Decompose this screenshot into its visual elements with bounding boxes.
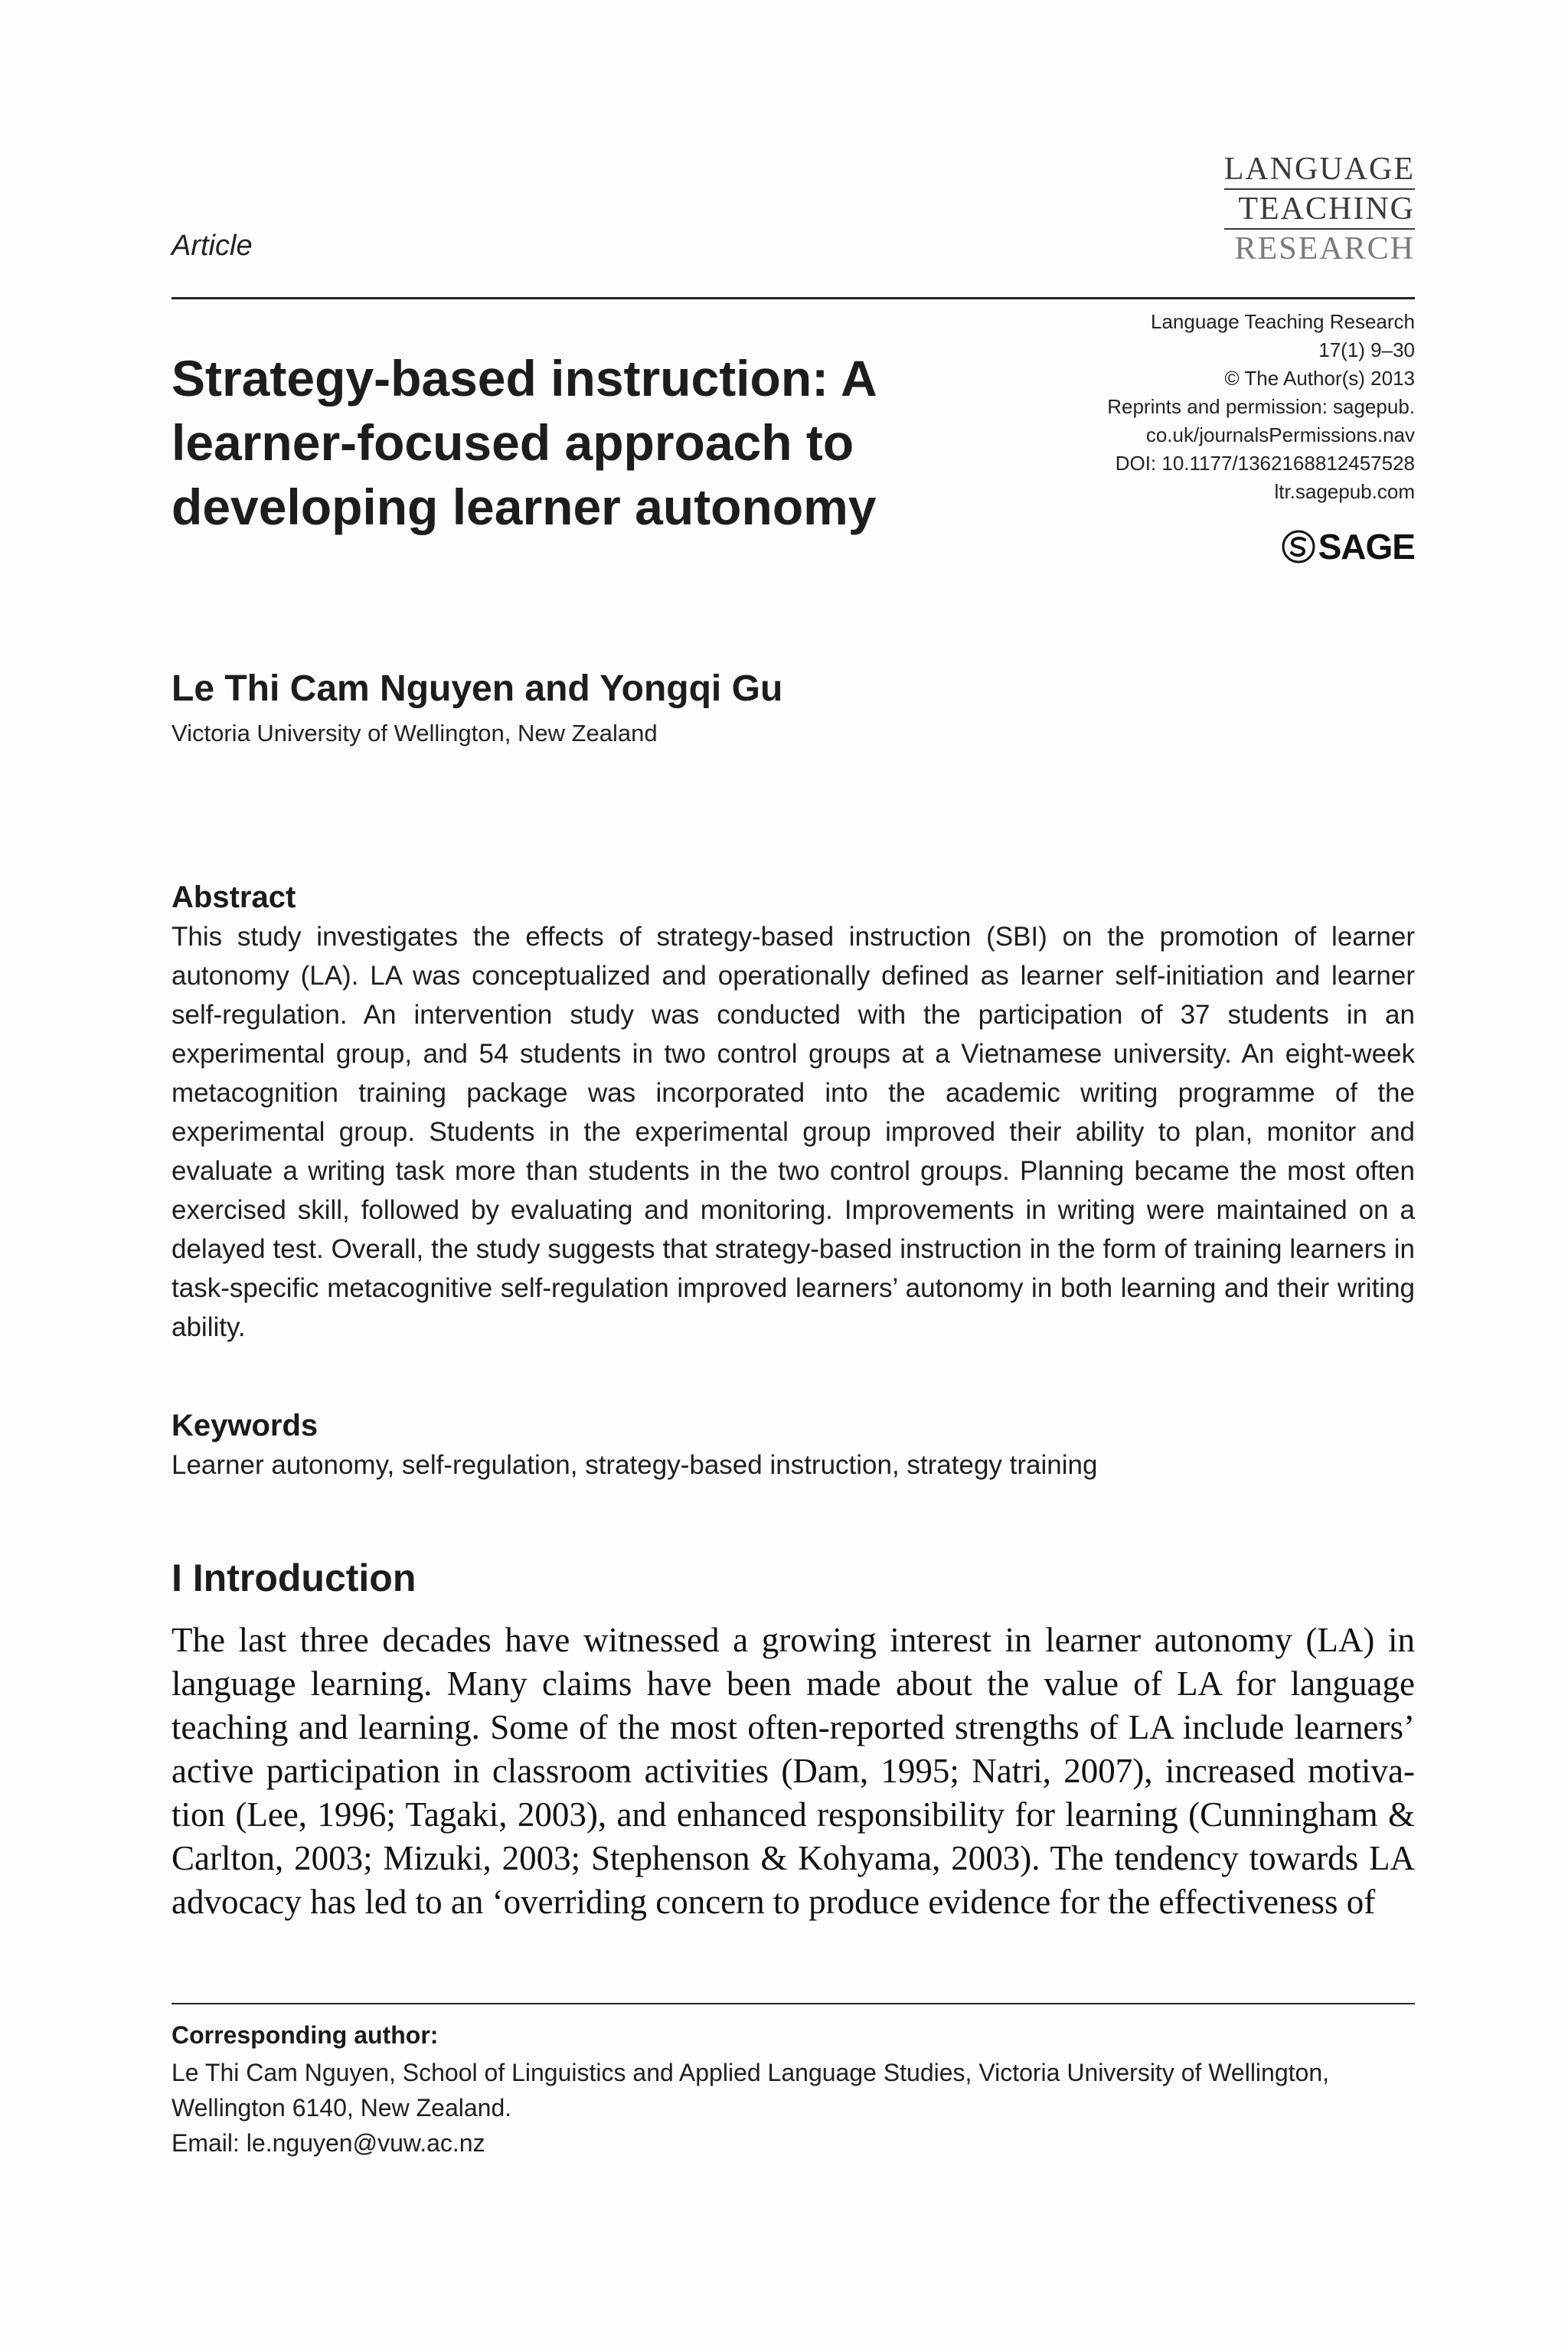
meta-doi[interactable]: DOI: 10.1177/1362168812457528 <box>1115 452 1415 475</box>
corresponding-author-details <box>172 2055 1415 2161</box>
sage-s-icon <box>1282 530 1315 564</box>
header-divider <box>172 297 1415 299</box>
journal-logo-line: RESEARCH <box>1234 231 1415 266</box>
meta-permissions-url[interactable]: co.uk/journalsPermissions.nav <box>1145 423 1415 446</box>
meta-copyright: © The Author(s) 2013 <box>1224 367 1415 390</box>
article-type-label: Article <box>172 230 253 262</box>
journal-logo-line: TEACHING <box>1224 190 1415 230</box>
keywords-text: Learner autonomy, self-regulation, strategy-based instruction, strategy training <box>172 1450 1098 1480</box>
corresponding-author-heading: Corresponding author: <box>172 2021 439 2049</box>
corresponding-author-email[interactable]: Email: le.nguyen@vuw.ac.nz <box>172 2129 485 2157</box>
introduction-text: The last three decades have witnessed a growing interest in learner autonomy (LA) in language learning. Many claims have been made about the value of LA for language teaching and learning. Some of the most often-reported strengths of LA include learners’ active participation in classroom activities (Dam, 1995; Natri, 2007), increased motiva-tion (Lee, 1996; Tagaki, 2003), and enhanced responsibility for learning (Cunningham & Carlton, 2003; Mizuki, 2003; Stephenson & Kohyama, 2003). The tendency towards LA advocacy has led to an ‘overriding concern to produce evidence for the effectiveness of <box>172 1621 1415 1921</box>
article-title: Strategy-based instruction: A learner-focused approach to developing learner autonomy <box>172 350 877 535</box>
author-affiliation: Victoria University of Wellington, New Zealand <box>172 720 658 746</box>
footnote-divider <box>172 2003 1415 2004</box>
sage-publisher-logo <box>1282 527 1415 567</box>
meta-website[interactable]: ltr.sagepub.com <box>1274 480 1415 503</box>
abstract-heading: Abstract <box>172 880 296 914</box>
journal-logo <box>1224 150 1415 268</box>
introduction-heading: I Introduction <box>172 1557 416 1599</box>
abstract-text: This study investigates the effects of strategy-based instruction (SBI) on the promotion of learner autonomy (LA). LA was conceptualized and operationally defined as learner self-initiation and learner self-regulation. An intervention study was conducted with the participation of 37 students in an experimental group, and 54 students in two control groups at a Vietnamese university. An eight-week metacognition training package was incorporated into the academic writing programme of the experimental group. Students in the experimental group improved their ability to plan, monitor and evaluate a writing task more than students in the two control groups. Planning became the most often exercised skill, followed by evaluating and monitoring. Improvements in writing were maintained on a delayed test. Overall, the study suggests that strategy-based instruction in the form of training learners in task-specific metacognitive self-regulation improved learners’ autonomy in both learning and their writing ability. <box>172 922 1415 1342</box>
publication-metadata <box>1017 308 1415 506</box>
author-names: Le Thi Cam Nguyen and Yongqi Gu <box>172 668 783 709</box>
corresponding-author-address: Le Thi Cam Nguyen, School of Linguistics and Applied Language Studies, Victoria University of Wellington, <box>172 2059 1329 2086</box>
keywords-heading: Keywords <box>172 1409 318 1442</box>
meta-reprints: Reprints and permission: sagepub. <box>1107 395 1415 418</box>
meta-journal: Language Teaching Research <box>1150 310 1415 333</box>
corresponding-author-city: Wellington 6140, New Zealand. <box>172 2094 512 2122</box>
journal-logo-line: LANGUAGE <box>1224 150 1415 190</box>
meta-volume: 17(1) 9–30 <box>1318 338 1415 361</box>
sage-wordmark: SAGE <box>1318 527 1415 567</box>
